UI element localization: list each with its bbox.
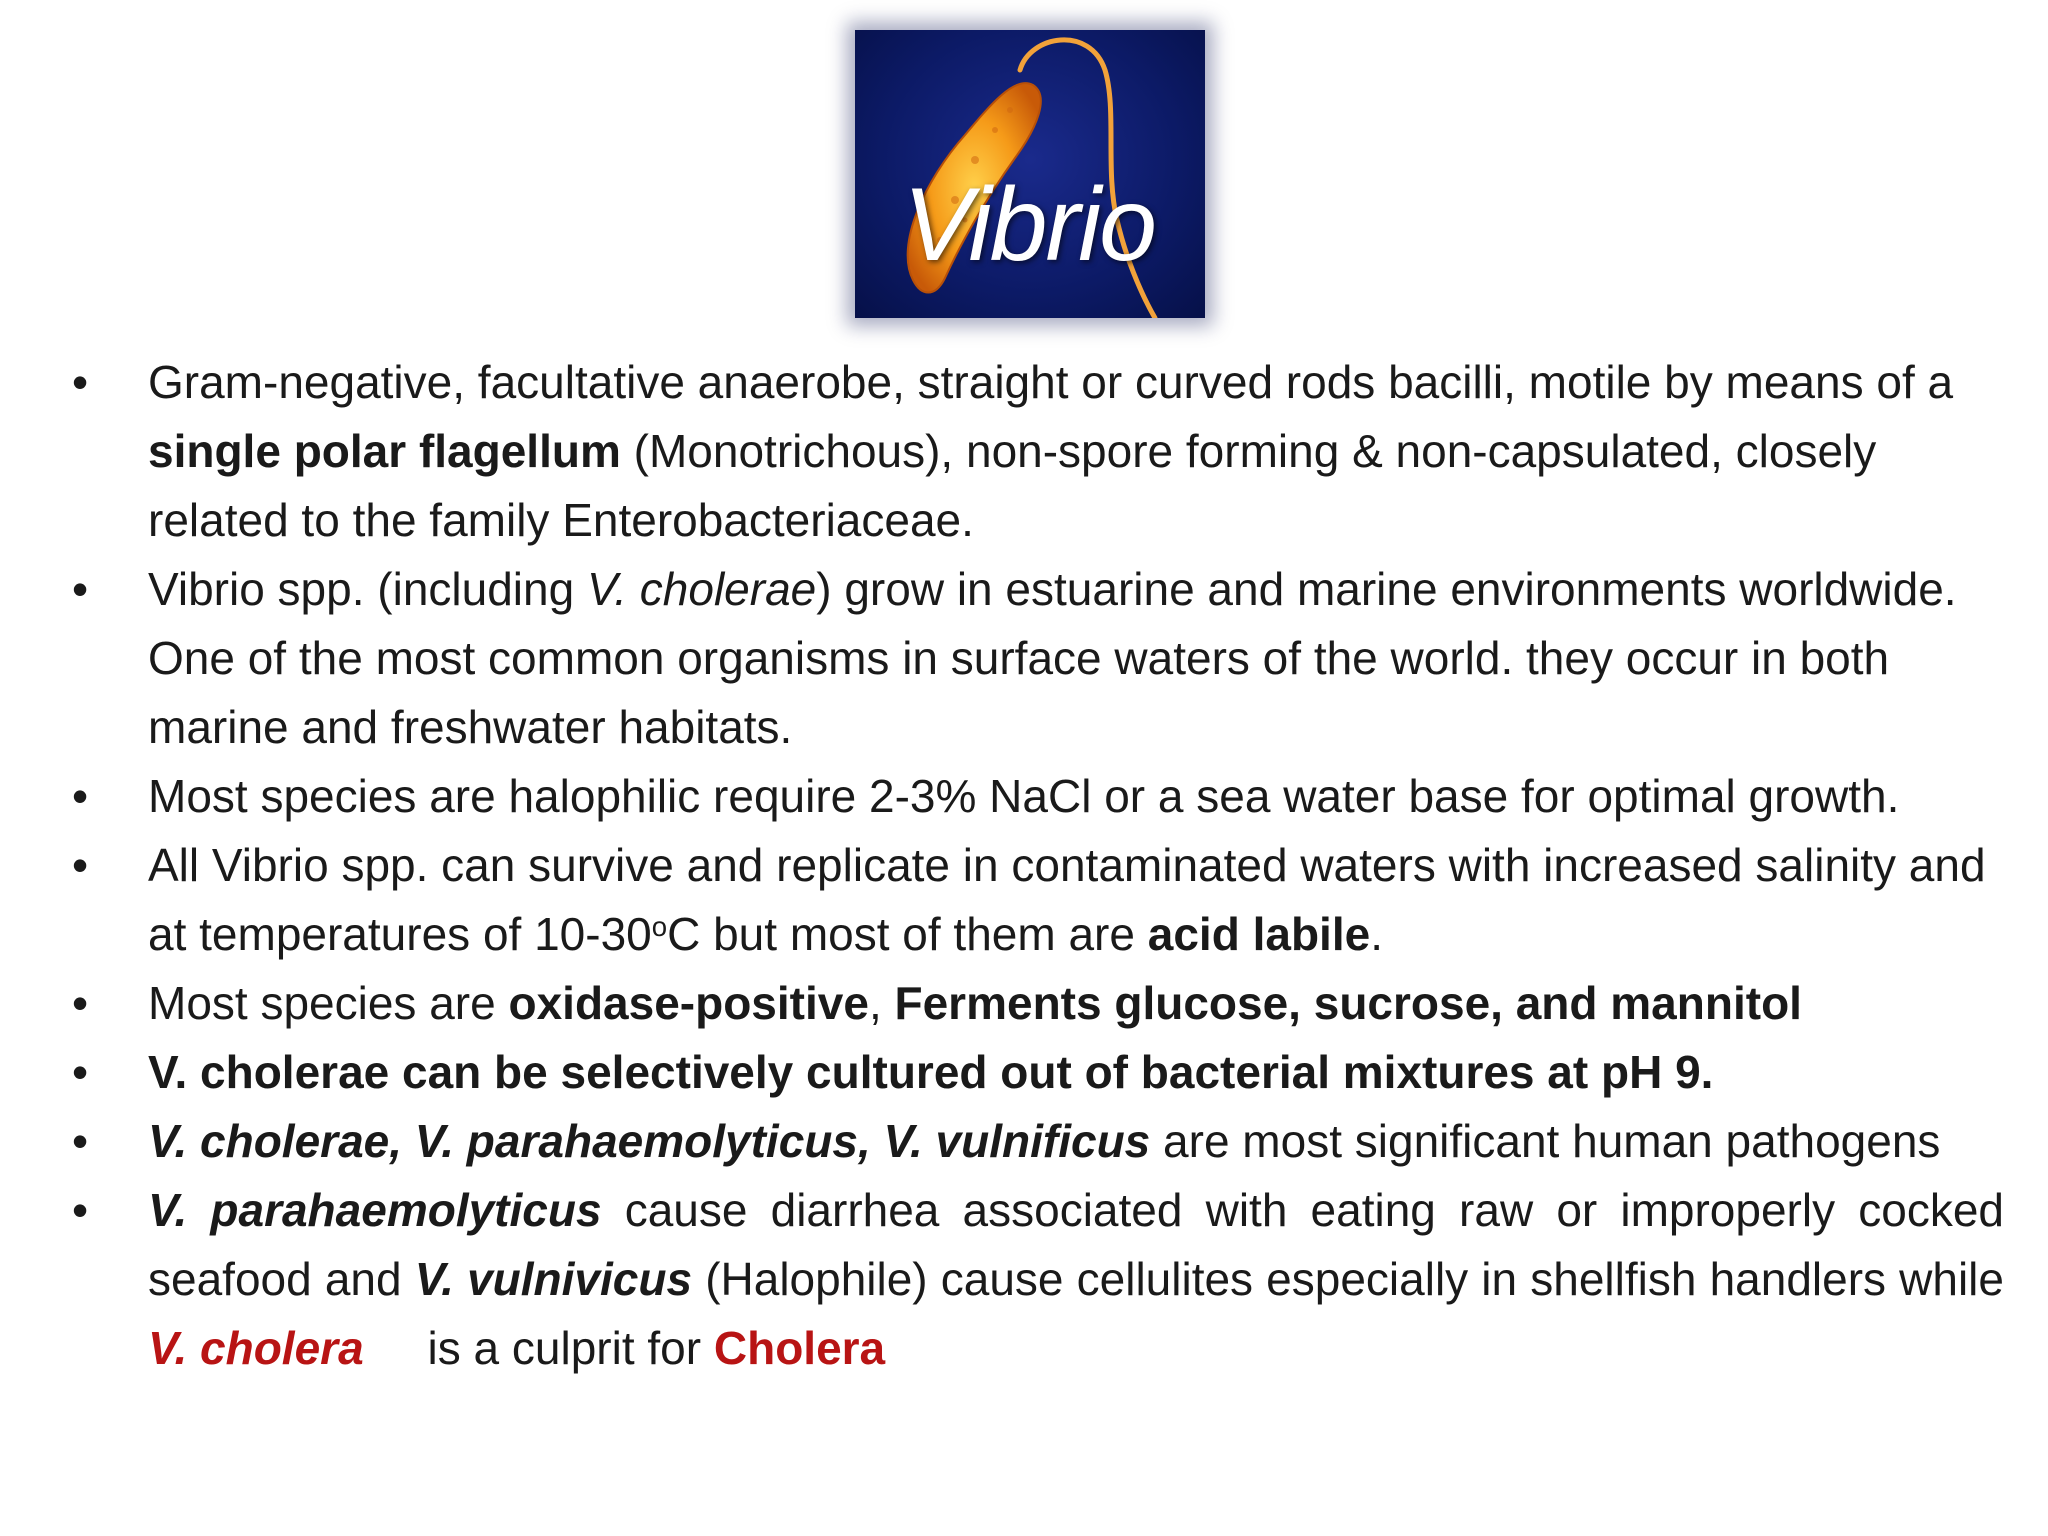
logo-title: Vibrio — [903, 167, 1156, 283]
bullet-8-text-3: is a culprit for — [363, 1322, 714, 1374]
bullet-8-species-1: V. parahaemolyticus — [148, 1184, 602, 1236]
bullet-item-4 — [72, 831, 2004, 969]
bullet-5-text: Most species are — [148, 977, 509, 1029]
bullet-marker: • — [72, 563, 89, 615]
bullet-5-bold-oxidase: oxidase-positive — [508, 977, 869, 1029]
bullet-1-text: Gram-negative, facultative anaerobe, straight or curved rods bacilli, motile by means of a — [148, 356, 1954, 408]
bullet-4-text-mid: C but most of them are — [667, 908, 1148, 960]
bullet-marker: • — [72, 1115, 89, 1167]
bullet-8-species-2: V. vulnivicus — [414, 1253, 693, 1305]
bullet-1-text-end: (Monotrichous), non-spore forming & non-capsulated, closely related to the family Enterobacteriaceae. — [148, 425, 1877, 546]
bullet-4-text-end: . — [1370, 908, 1383, 960]
vibrio-logo — [855, 30, 1205, 318]
bullet-2-text-end: ) grow in estuarine and marine environments worldwide. One of the most common organisms in surface waters of the world. they occur in both marine and freshwater habitats. — [148, 563, 1957, 753]
bullet-marker: • — [72, 770, 89, 822]
bullet-5-separator: , — [868, 977, 895, 1029]
bullet-7-pathogens: V. cholerae, V. parahaemolyticus, V. vulnificus — [148, 1115, 1151, 1167]
degree-superscript: o — [651, 911, 668, 942]
bullet-1-bold: single polar flagellum — [148, 425, 621, 477]
bullet-6-bold: V. cholerae can be selectively cultured out of bacterial mixtures at pH 9. — [148, 1046, 1714, 1098]
bullet-marker: • — [72, 839, 89, 891]
bullet-2-italic: V. cholerae — [586, 563, 817, 615]
bullet-8-disease: Cholera — [713, 1322, 886, 1374]
bullet-marker: • — [72, 977, 89, 1029]
bullet-8-species-3: V. cholera — [148, 1322, 364, 1374]
bullet-item-2 — [72, 555, 2004, 762]
bullet-marker: • — [72, 356, 89, 408]
bullet-item-3 — [72, 762, 2004, 831]
bullet-item-7 — [72, 1107, 2004, 1176]
bullet-item-5 — [72, 969, 2004, 1038]
bullet-8-text-1: cause diarrhea associated with eating raw or improperly cocked seafood and — [148, 1184, 2005, 1305]
bullet-marker: • — [72, 1184, 89, 1236]
bullet-4-bold: acid labile — [1147, 908, 1371, 960]
bullet-item-6 — [72, 1038, 2004, 1107]
bullet-3-text: Most species are halophilic require 2-3% NaCl or a sea water base for optimal growth. — [148, 770, 1900, 822]
bullet-item-1 — [72, 348, 2004, 555]
bullet-7-text: are most significant human pathogens — [1150, 1115, 1941, 1167]
bullet-marker: • — [72, 1046, 89, 1098]
bullet-list — [72, 348, 2004, 1383]
bullet-item-8 — [72, 1176, 2004, 1383]
bullet-5-bold-ferments: Ferments glucose, sucrose, and mannitol — [894, 977, 1802, 1029]
bullet-8-text-2: (Halophile) cause cellulites especially in shellfish handlers while — [692, 1253, 2004, 1305]
bullet-2-text: Vibrio spp. (including — [148, 563, 587, 615]
bullet-4-text: All Vibrio spp. can survive and replicate in contaminated waters with increased salinity and at temperatures of 10-30 — [148, 839, 1986, 960]
